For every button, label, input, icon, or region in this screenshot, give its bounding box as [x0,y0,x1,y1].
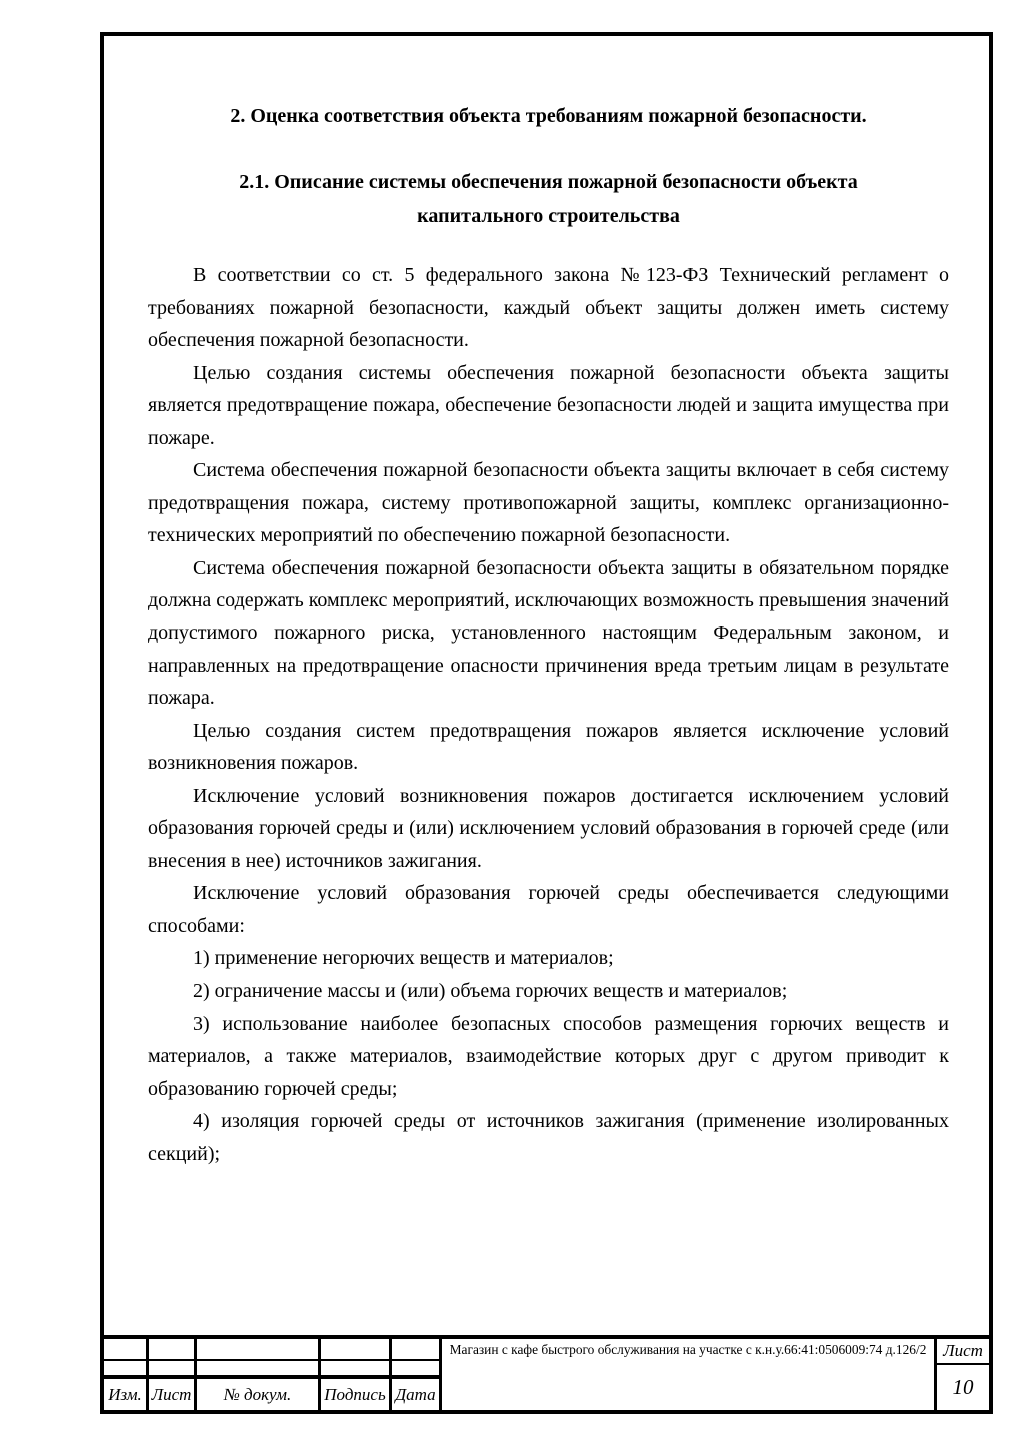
list-item-2: 2) ограничение массы и (или) объема горючих веществ и материалов; [193,980,788,1003]
stamp-empty-cell [392,1361,442,1379]
sheet-label: Лист [937,1339,989,1365]
stamp-empty-cell [149,1361,197,1379]
paragraph-2: Целью создания системы обеспечения пожарной безопасности объекта защиты является предотвращение пожара, обеспечение безопасности людей и защита имущества при пожаре. [148,361,949,449]
stamp-label-podpis: Подпись [321,1379,392,1410]
stamp-empty-cell [197,1339,321,1361]
stamp-empty-cell [104,1361,149,1379]
stamp-label-izm: Изм. [104,1379,149,1410]
stamp-empty-cell [149,1339,197,1361]
list-item-4: 4) изоляция горючей среды от источников зажигания (применение изолированных секций); [148,1110,949,1165]
stamp-empty-cell [197,1361,321,1379]
subsection-heading-line-2: капитального строительства [417,205,680,227]
project-title: Магазин с кафе быстрого обслуживания на участке с к.н.у.66:41:0506009:74 д.126/2 [442,1339,937,1410]
stamp-label-list: Лист [149,1379,197,1410]
section-heading: 2. Оценка соответствия объекта требованиям пожарной безопасности. [230,105,867,127]
subsection-heading-line-1: 2.1. Описание системы обеспечения пожарной безопасности объекта [239,171,858,193]
paragraph-5: Целью создания систем предотвращения пожаров является исключение условий возникновения пожаров. [148,719,949,775]
paragraph-3: Система обеспечения пожарной безопасности объекта защиты включает в себя систему предотвращения пожара, систему противопожарной защиты, комплекс организационно-технических мероприятий по обеспечению пожарной безопасности. [148,459,949,547]
stamp-empty-cell [104,1339,149,1361]
list-item-3: 3) использование наиболее безопасных способов размещения горючих веществ и материалов, а также материалов, взаимодействие которых друг с другом приводит к образованию горючей среды; [148,1012,949,1100]
page-border-frame [100,32,993,1414]
stamp-empty-cell [392,1339,442,1361]
paragraph-6: Исключение условий возникновения пожаров достигается исключением условий образования горючей среды и (или) исключением условий образования в горючей среде (или внесения в нее) источников зажигания. [148,784,949,872]
stamp-label-data: Дата [392,1379,442,1410]
page-content [148,36,949,1170]
title-block [100,1335,993,1414]
paragraph-4: Система обеспечения пожарной безопасности объекта защиты в обязательном порядке должна содержать комплекс мероприятий, исключающих возможность превышения значений допустимого пожарного риска, установленного настоящим Федеральным законом, и направленных на предотвращение опасности причинения вреда третьим лицам в результате пожара. [148,556,949,710]
body-text [148,259,949,1170]
sheet-number: 10 [952,1375,974,1399]
paragraph-1: В соответствии со ст. 5 федерального закона №123-ФЗ Технический регламент о требованиях пожарной безопасности, каждый объект защиты должен иметь систему обеспечения пожарной безопасности. [148,264,949,352]
stamp-label-dokum: № докум. [197,1379,321,1410]
subsection-heading [148,165,949,233]
title-block-revision-grid [104,1339,442,1410]
stamp-empty-cell [321,1339,392,1361]
paragraph-7: Исключение условий образования горючей среды обеспечивается следующими способами: [148,882,949,937]
stamp-empty-cell [321,1361,392,1379]
sheet-counter [937,1339,989,1410]
list-item-1: 1) применение негорючих веществ и материалов; [193,947,614,970]
